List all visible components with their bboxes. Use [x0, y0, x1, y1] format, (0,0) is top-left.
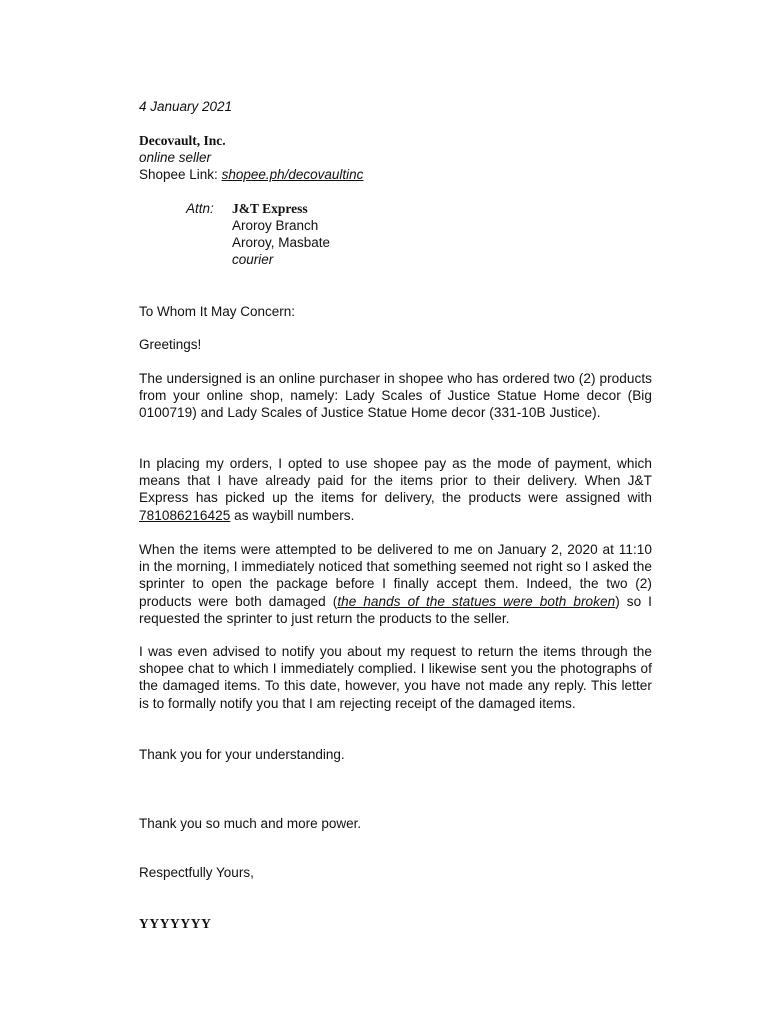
recipient-company-name: Decovault [139, 133, 197, 148]
thanks-understanding: Thank you for your understanding. [139, 747, 345, 762]
paragraph-payment [139, 455, 652, 524]
closing: Respectfully Yours, [139, 865, 254, 880]
paragraph-payment-text: In placing my orders, I opted to use shopee pay as the mode of payment, which means that I have already paid for the items prior to their delivery. When J&T Express has picked up the items for delivery, the products were assigned with [139, 456, 652, 506]
shopee-link[interactable]: shopee.ph/decovaultinc [221, 167, 364, 182]
paragraph-payment-tail: as waybill numbers. [230, 507, 355, 523]
recipient-company-suffix: , Inc. [196, 133, 226, 148]
recipient-role: online seller [139, 150, 212, 165]
greeting: Greetings! [139, 337, 202, 352]
waybill-number: 781086216425 [139, 507, 231, 523]
signature-name: YYYYYYY [139, 916, 212, 931]
attn-branch: Aroroy Branch [232, 218, 319, 233]
paragraph-notification: I was even advised to notify you about my request to return the items through the shopee chat to which I immediately complied. I likewise sent you the photographs of the damaged items. To this date, however, you have not made any reply. This letter is to formally notify you that I am rejecting receipt of the damaged items. [139, 644, 652, 711]
paragraph-delivery-text: When the items were attempted to be delivered to me on January 2, 2020 at 11:10 in the morning, I immediately noticed that something seemed not right so I asked the sprinter to open the package before I finally accept them. Indeed, the two (2) products were both damaged ( [139, 542, 652, 609]
damage-emphasis: the hands of the statues were both broken [337, 593, 616, 609]
paragraph-delivery-tail: ) so I requested the sprinter to just return the products to the seller. [139, 593, 652, 626]
salutation: To Whom It May Concern: [139, 304, 296, 319]
thanks-power: Thank you so much and more power. [139, 816, 362, 831]
attn-location: Aroroy, Masbate [232, 235, 331, 250]
attn-role: courier [232, 252, 274, 267]
paragraph-delivery [139, 541, 652, 627]
recipient-company [139, 132, 652, 149]
attn-label: Attn: [186, 201, 214, 216]
shopee-link-label: Shopee Link: [139, 167, 222, 182]
recipient-shopee-link [139, 166, 652, 183]
paragraph-order-details: The undersigned is an online purchaser in shopee who has ordered two (2) products from your online shop, namely: Lady Scales of Justice Statue Home decor (Big 0100719) and Lady Scales of Justice Statue Home decor (331-10B Justice). [139, 371, 652, 421]
attn-name: J&T Express [232, 201, 308, 216]
letter-date: 4 January 2021 [139, 99, 233, 114]
